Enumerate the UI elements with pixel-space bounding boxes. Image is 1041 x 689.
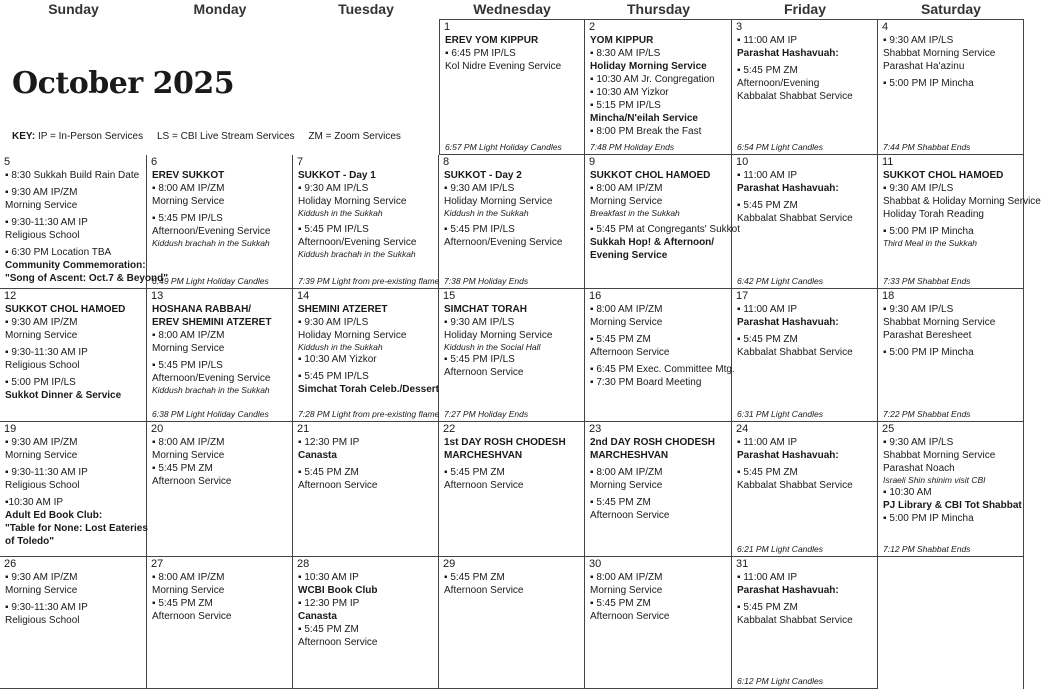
day-number: 1 [444,21,451,33]
day-cell-14 [293,289,439,422]
key-text: IP = In-Person Services LS = CBI Live Stream Services ZM = Zoom Services [37,131,401,142]
day-cell-19 [0,422,147,557]
day-cell-20 [147,422,293,557]
candle-time: 6:21 PM Light Candles [737,544,823,554]
event-line: Parashat Ha'azinu [883,61,965,72]
event-line: Kabbalat Shabbat Service [737,615,853,626]
day-events [152,169,290,249]
event-line: ▪ 11:00 AM IP [737,572,798,583]
day-events [445,34,582,73]
day-cell-10 [732,155,878,289]
event-line: Kabbalat Shabbat Service [737,91,853,102]
event-line: ▪ 5:45 PM ZM [152,598,213,609]
event-title: PJ Library & CBI Tot Shabbat [883,500,1022,511]
day-cell-24 [732,422,878,557]
event-line: Morning Service [5,200,78,211]
event-note: Kiddush brachah in the Sukkah [152,238,270,248]
day-cell-13 [147,289,293,422]
day-number: 7 [297,156,304,168]
event-line: ▪ 9:30-11:30 AM IP [5,347,88,358]
event-line: Kol Nidre Evening Service [445,61,562,72]
event-line: ▪ 5:45 PM ZM [298,467,359,478]
day-header-wednesday: Wednesday [473,1,551,17]
event-line: Religious School [5,615,80,626]
day-cell-11 [878,155,1041,289]
day-header-monday: Monday [193,1,247,17]
event-line: ▪ 5:45 PM ZM [152,463,213,474]
event-title: SUKKOT CHOL HAMOED [5,304,126,315]
event-line: ▪ 6:30 PM Location TBA [5,247,112,258]
event-line: ▪ 9:30-11:30 AM IP [5,217,88,228]
day-number: 9 [589,156,596,168]
event-note: Kiddush in the Sukkah [298,342,383,352]
day-number: 11 [882,156,894,168]
candle-time: 6:57 PM Light Holiday Candles [445,142,562,152]
event-line: ▪ 5:45 PM ZM [298,624,359,635]
day-cell-30 [585,557,732,689]
day-number: 27 [151,558,164,570]
event-line: ▪ 9:30-11:30 AM IP [5,602,88,613]
event-title: MARCHESHVAN [590,450,669,461]
event-title: SUKKOT CHOL HAMOED [883,170,1004,181]
event-line: Holiday Morning Service [444,196,553,207]
day-cell-2 [585,19,732,155]
event-line: ▪ 11:00 AM IP [737,437,798,448]
event-line: ▪ 10:30 AM Yizkor [298,354,377,365]
event-note: Kiddush brachah in the Sukkah [152,385,270,395]
event-title: EREV SHEMINI ATZERET [152,317,272,328]
event-line: ▪ 5:00 PM IP Mincha [883,513,974,524]
event-line: Shabbat Morning Service [883,450,996,461]
event-line: Morning Service [152,343,225,354]
event-line: Holiday Morning Service [298,196,407,207]
event-line: ▪ 7:30 PM Board Meeting [590,377,702,388]
candle-time: 7:12 PM Shabbat Ends [883,544,971,554]
candle-time: 7:48 PM Holiday Ends [590,142,675,152]
event-line: ▪ 5:00 PM IP Mincha [883,226,974,237]
candle-time: 7:44 PM Shabbat Ends [883,142,971,152]
event-note: Kiddush in the Sukkah [444,208,529,218]
day-cell-22 [439,422,585,557]
day-cell-26 [0,557,147,689]
day-number: 12 [4,290,17,302]
empty-cell [878,557,1024,689]
day-events [883,303,1021,359]
event-line: ▪ 5:45 PM ZM [737,65,798,76]
event-line: Kabbalat Shabbat Service [737,213,853,224]
day-events [883,34,1021,90]
event-line: Parashat Beresheet [883,330,972,341]
day-number: 15 [443,290,456,302]
day-events [5,169,169,285]
event-line: ▪ 9:30 AM IP/LS [444,317,515,328]
event-title: Evening Service [590,250,668,261]
day-events [444,303,582,379]
event-line: Morning Service [5,450,78,461]
day-number: 3 [736,21,743,33]
day-events [883,436,1021,525]
day-events [444,169,582,249]
day-events [444,571,582,597]
event-title: Simchat Torah Celeb./Dessert [298,384,439,395]
day-number: 28 [297,558,310,570]
day-cell-29 [439,557,585,689]
day-events [590,303,735,389]
event-line: Shabbat Morning Service [883,48,996,59]
event-line: ▪ 9:30 AM IP/ZM [5,572,78,583]
event-line: ▪ 12:30 PM IP [298,437,360,448]
event-line: Afternoon Service [444,585,524,596]
day-number: 6 [151,156,158,168]
event-title: "Song of Ascent: Oct.7 & Beyond" [5,273,169,284]
event-title: SIMCHAT TORAH [444,304,527,315]
event-line: ▪ 5:00 PM IP/LS [5,377,76,388]
day-events [298,303,439,396]
day-number: 31 [736,558,749,570]
candle-time: 6:31 PM Light Candles [737,409,823,419]
day-cell-27 [147,557,293,689]
day-events [298,571,436,649]
day-events [444,436,582,492]
day-cell-16 [585,289,735,422]
event-line: Shabbat Morning Service [883,317,996,328]
event-line: ▪ 9:30 AM IP/LS [883,183,954,194]
day-events [298,169,436,260]
event-line: ▪ 5:15 PM IP/LS [590,100,661,111]
day-number: 22 [443,423,456,435]
event-line: ▪ 9:30 AM IP/ZM [5,317,78,328]
day-events [5,303,144,402]
event-title: Adult Ed Book Club: [5,510,103,521]
day-cell-5 [0,155,169,289]
month-title: October 2025 [12,66,235,101]
candle-time: 7:33 PM Shabbat Ends [883,276,971,286]
event-line: Parashat Noach [883,463,955,474]
event-line: Afternoon/Evening Service [152,373,271,384]
event-line: Afternoon Service [444,367,524,378]
day-number: 21 [297,423,310,435]
event-line: ▪ 8:00 AM IP/ZM [590,467,663,478]
event-line: ▪ 6:45 PM Exec. Committee Mtg. [590,364,735,375]
day-number: 5 [4,156,11,168]
event-title: YOM KIPPUR [590,35,654,46]
event-line: ▪ 5:00 PM IP Mincha [883,78,974,89]
day-number: 29 [443,558,456,570]
event-title: Parashat Hashavuah: [737,48,839,59]
day-cell-21 [293,422,439,557]
event-note: Kiddush brachah in the Sukkah [298,249,416,259]
event-note: Kiddush in the Sukkah [298,208,383,218]
day-cell-23 [585,422,732,557]
day-events [152,303,290,396]
day-events [590,571,729,623]
event-line: ▪ 8:00 AM IP/ZM [590,304,663,315]
event-line: ▪ 5:45 PM ZM [444,572,505,583]
event-line: ▪ 10:30 AM IP [298,572,359,583]
event-line: ▪ 10:30 AM [883,487,932,498]
day-number: 23 [589,423,602,435]
day-cell-15 [439,289,585,422]
legend-key [12,131,401,142]
day-events [737,571,875,627]
event-title: MARCHESHVAN [444,450,523,461]
event-line: Morning Service [590,480,663,491]
event-title: Sukkot Dinner & Service [5,390,122,401]
day-number: 20 [151,423,164,435]
event-line: ▪ 9:30 AM IP/LS [298,183,369,194]
event-line: ▪ 6:45 PM IP/LS [445,48,516,59]
event-line: ▪ 5:45 PM IP/LS [152,360,223,371]
event-line: Afternoon Service [152,611,232,622]
event-line: ▪ 9:30 AM IP/LS [883,35,954,46]
event-line: ▪ 5:45 PM at Congregants' Sukkot [590,224,740,235]
event-note: Third Meal in the Sukkah [883,238,978,248]
day-number: 18 [882,290,895,302]
event-line: Afternoon Service [590,611,670,622]
day-events [590,436,729,522]
day-header-thursday: Thursday [626,1,690,17]
event-line: Afternoon Service [298,480,378,491]
day-cell-6 [147,155,293,289]
day-cell-7 [293,155,439,289]
event-title: Canasta [298,611,337,622]
event-title: of Toledo" [5,536,54,547]
event-line: ▪ 8:30 Sukkah Build Rain Date [5,170,140,181]
event-title: Community Commemoration: [5,260,146,271]
day-number: 4 [882,21,889,33]
day-number: 25 [882,423,895,435]
day-cell-25 [878,422,1024,557]
event-line: ▪ 10:30 AM Yizkor [590,87,669,98]
event-line: Afternoon Service [590,347,670,358]
event-note: Israeli Shin shinim visit CBI [883,475,986,485]
day-events [737,34,875,103]
day-events [5,571,144,627]
day-header-saturday: Saturday [921,1,981,17]
candle-time: 7:38 PM Holiday Ends [444,276,529,286]
event-title: Mincha/N'eilah Service [590,113,698,124]
day-number: 14 [297,290,310,302]
candle-time: 7:27 PM Holiday Ends [444,409,529,419]
day-header-tuesday: Tuesday [338,1,394,17]
event-line: Morning Service [152,196,225,207]
event-title: 1st DAY ROSH CHODESH [444,437,566,448]
event-line: Holiday Morning Service [298,330,407,341]
candle-time: 7:39 PM Light from pre-existing flame [298,276,440,286]
event-title: EREV SUKKOT [152,170,225,181]
event-line: ▪ 8:00 AM IP/ZM [152,183,225,194]
weekday-header [0,0,1024,19]
event-line: Afternoon/Evening Service [152,226,271,237]
event-line: ▪ 5:45 PM ZM [737,602,798,613]
day-number: 10 [736,156,749,168]
event-line: ▪ 5:00 PM IP Mincha [883,347,974,358]
event-line: Shabbat & Holiday Morning Service [883,196,1041,207]
event-title: SUKKOT CHOL HAMOED [590,170,711,181]
day-events [737,303,875,359]
event-line: ▪10:30 AM IP [5,497,64,508]
event-line: ▪ 12:30 PM IP [298,598,360,609]
event-line: ▪ 5:45 PM IP/LS [444,354,515,365]
day-number: 30 [589,558,602,570]
event-line: Religious School [5,360,80,371]
day-events [590,169,740,262]
event-line: ▪ 8:00 AM IP/ZM [152,330,225,341]
event-line: Afternoon Service [298,637,378,648]
event-line: ▪ 9:30 AM IP/LS [883,437,954,448]
event-title: Sukkah Hop! & Afternoon/ [590,237,715,248]
event-title: HOSHANA RABBAH/ [152,304,252,315]
event-line: ▪ 5:45 PM ZM [737,334,798,345]
day-cell-1 [439,19,585,155]
event-line: Afternoon Service [152,476,232,487]
event-title: Parashat Hashavuah: [737,450,839,461]
event-line: ▪ 8:00 AM IP/ZM [590,183,663,194]
event-line: ▪ 9:30 AM IP/ZM [5,187,78,198]
day-cell-4 [878,19,1024,155]
event-title: WCBI Book Club [298,585,378,596]
candle-time: 6:49 PM Light Holiday Candles [152,276,269,286]
event-line: ▪ 9:30 AM IP/LS [444,183,515,194]
day-number: 2 [589,21,596,33]
event-line: ▪ 11:00 AM IP [737,170,798,181]
day-events [883,169,1041,249]
day-events [590,34,729,138]
event-line: ▪ 5:45 PM IP/LS [298,224,369,235]
event-line: ▪ 5:45 PM ZM [737,467,798,478]
event-line: ▪ 8:00 AM IP/ZM [590,572,663,583]
event-line: Morning Service [590,196,663,207]
event-line: ▪ 5:45 PM ZM [590,598,651,609]
day-number: 26 [4,558,17,570]
day-cell-9 [585,155,740,289]
event-line: ▪ 11:00 AM IP [737,35,798,46]
day-events [152,436,290,488]
event-line: ▪ 9:30 AM IP/LS [883,304,954,315]
day-header-sunday: Sunday [48,1,99,17]
event-line: ▪ 9:30 AM IP/LS [298,317,369,328]
event-title: EREV YOM KIPPUR [445,35,539,46]
event-line: Morning Service [590,317,663,328]
day-number: 16 [589,290,602,302]
day-cell-31 [732,557,878,689]
event-line: Religious School [5,480,80,491]
event-line: ▪ 8:00 AM IP/ZM [152,572,225,583]
event-line: Morning Service [5,585,78,596]
event-title: 2nd DAY ROSH CHODESH [590,437,716,448]
event-line: Afternoon/Evening [737,78,820,89]
day-cell-18 [878,289,1024,422]
candle-time: 6:38 PM Light Holiday Candles [152,409,269,419]
day-events [298,436,436,492]
day-cell-28 [293,557,439,689]
event-line: ▪ 5:45 PM ZM [590,334,651,345]
event-line: Afternoon/Evening Service [444,237,563,248]
event-line: ▪ 11:00 AM IP [737,304,798,315]
candle-time: 6:42 PM Light Candles [737,276,823,286]
event-line: Afternoon Service [590,510,670,521]
day-cell-12 [0,289,147,422]
day-number: 13 [151,290,164,302]
event-line: Kabbalat Shabbat Service [737,347,853,358]
event-line: ▪ 8:00 PM Break the Fast [590,126,702,137]
event-line: ▪ 9:30-11:30 AM IP [5,467,88,478]
day-events [5,436,148,548]
event-line: ▪ 5:45 PM ZM [737,200,798,211]
event-line: Afternoon Service [444,480,524,491]
event-title: Parashat Hashavuah: [737,183,839,194]
event-line: ▪ 5:45 PM ZM [444,467,505,478]
day-cell-3 [732,19,878,155]
candle-time: 6:12 PM Light Candles [737,676,823,686]
event-line: Holiday Morning Service [444,330,553,341]
event-line: Morning Service [5,330,78,341]
event-line: Religious School [5,230,80,241]
event-line: Holiday Torah Reading [883,209,984,220]
event-title: "Table for None: Lost Eateries [5,523,148,534]
candle-time: 6:54 PM Light Candles [737,142,823,152]
event-note: Kiddush in the Social Hall [444,342,541,352]
event-line: ▪ 5:45 PM IP/LS [298,371,369,382]
day-events [737,169,875,225]
event-title: Canasta [298,450,337,461]
event-line: ▪ 10:30 AM Jr. Congregation [590,74,715,85]
event-line: ▪ 5:45 PM IP/LS [152,213,223,224]
event-line: ▪ 5:45 PM IP/LS [444,224,515,235]
event-title: Holiday Morning Service [590,61,707,72]
event-title: Parashat Hashavuah: [737,317,839,328]
day-number: 8 [443,156,450,168]
key-label: KEY: [12,131,36,142]
event-line: ▪ 9:30 AM IP/ZM [5,437,78,448]
day-cell-17 [732,289,878,422]
event-line: Kabbalat Shabbat Service [737,480,853,491]
event-line: Morning Service [152,585,225,596]
day-number: 17 [736,290,749,302]
candle-time: 7:22 PM Shabbat Ends [883,409,971,419]
event-title: SUKKOT - Day 2 [444,170,522,181]
day-events [737,436,875,492]
day-number: 24 [736,423,749,435]
event-note: Breakfast in the Sukkah [590,208,680,218]
event-title: SUKKOT - Day 1 [298,170,376,181]
event-line: Morning Service [590,585,663,596]
event-line: Afternoon/Evening Service [298,237,417,248]
day-cell-8 [439,155,585,289]
event-line: ▪ 8:00 AM IP/ZM [152,437,225,448]
candle-time: 7:28 PM Light from pre-existing flame [298,409,440,419]
event-line: Morning Service [152,450,225,461]
day-number: 19 [4,423,17,435]
event-title: SHEMINI ATZERET [298,304,388,315]
day-events [152,571,290,623]
event-line: ▪ 5:45 PM ZM [590,497,651,508]
event-line: ▪ 8:30 AM IP/LS [590,48,661,59]
day-header-friday: Friday [783,1,826,17]
event-title: Parashat Hashavuah: [737,585,839,596]
